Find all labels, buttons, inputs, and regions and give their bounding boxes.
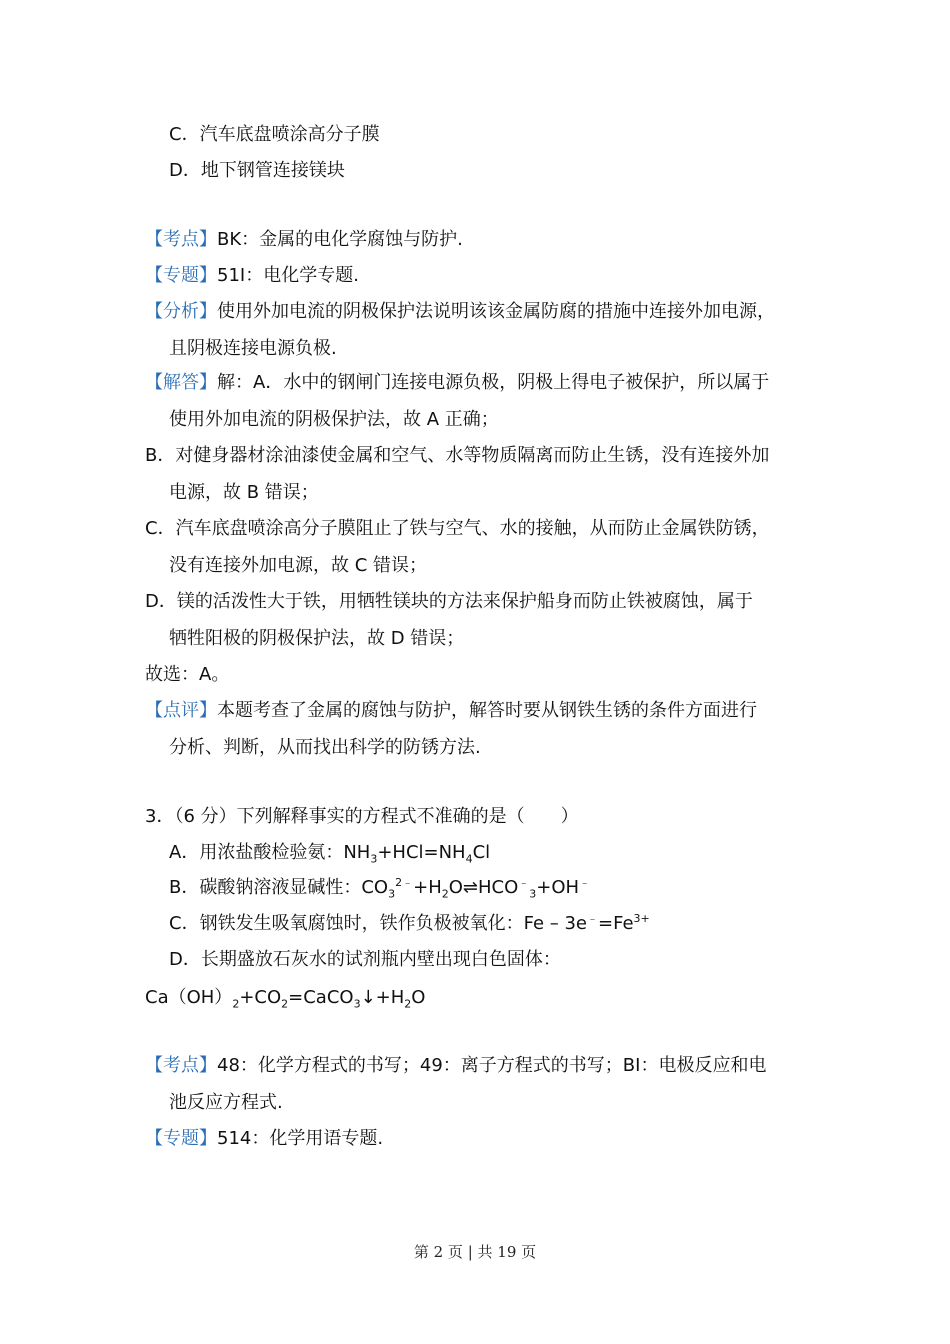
- zhuanti-text: 51I：电化学专题.: [217, 265, 359, 286]
- q2-answer: 故选：A。: [145, 664, 230, 685]
- q3-zhuanti: [145, 1127, 383, 1151]
- q2-jieda-c: C．汽车底盘喷涂高分子膜阻止了铁与空气、水的接触，从而防止金属铁防锈，: [145, 518, 770, 539]
- kaodian-tag: 【考点】: [145, 229, 217, 250]
- kaodian-text: BK：金属的电化学腐蚀与防护.: [217, 229, 463, 250]
- q2-jieda-d-cont: 牺牲阳极的阴极保护法，故 D 错误；: [169, 628, 465, 649]
- equation-b: $CO_3^{2﹣}+H_2O\rightleftharpoons HCO^﹣_3+OH^﹣$: [361, 876, 591, 901]
- q2-dianping: [145, 699, 757, 723]
- zhuanti-text: 514：化学用语专题.: [217, 1128, 384, 1149]
- page-footer: 第 2 页 | 共 19 页: [413, 1243, 537, 1261]
- dianping-tag: 【点评】: [145, 700, 217, 721]
- q3-option-a: A．用浓盐酸检验氨：$NH_3+HCl=NH_4Cl$: [169, 842, 491, 866]
- fenxi-text: 使用外加电流的阴极保护法说明该该金属防腐的措施中连接外加电源，: [217, 301, 775, 322]
- kaodian-text: 48：化学方程式的书写；49：离子方程式的书写；BI：电极反应和电: [217, 1055, 767, 1076]
- q3-option-d: D．长期盛放石灰水的试剂瓶内壁出现白色固体：: [169, 949, 561, 970]
- zhuanti-tag: 【专题】: [145, 265, 217, 286]
- q2-jieda: [145, 371, 769, 395]
- q2-jieda-cont: 使用外加电流的阴极保护法，故 A 正确；: [169, 409, 499, 430]
- q3-kaodian: [145, 1054, 766, 1078]
- zhuanti-tag: 【专题】: [145, 1128, 217, 1149]
- fenxi-tag: 【分析】: [145, 301, 217, 322]
- q2-fenxi-cont: 且阴极连接电源负极.: [169, 338, 337, 359]
- q2-jieda-b: B．对健身器材涂油漆使金属和空气、水等物质隔离而防止生锈，没有连接外加: [145, 445, 770, 466]
- kaodian-tag: 【考点】: [145, 1055, 217, 1076]
- q2-dianping-cont: 分析、判断，从而找出科学的防锈方法.: [169, 737, 481, 758]
- dianping-text: 本题考查了金属的腐蚀与防护，解答时要从钢铁生锈的条件方面进行: [217, 700, 757, 721]
- q3-stem: 3．（6 分）下列解释事实的方程式不准确的是（ ）: [145, 806, 579, 827]
- q2-kaodian: [145, 228, 463, 252]
- q2-jieda-d: D．镁的活泼性大于铁，用牺牲镁块的方法来保护船身而防止铁被腐蚀，属于: [145, 591, 753, 612]
- q3-option-b: B．碳酸钠溶液显碱性：$CO_3^{2﹣}+H_2O\rightleftharpoons HCO^﹣_3+OH^﹣$: [169, 876, 591, 901]
- q3-kaodian-cont: 池反应方程式.: [169, 1092, 283, 1113]
- equation-c: $Fe - 3e^﹣=Fe^{3+}$: [523, 912, 650, 934]
- jieda-text: 解：A．水中的钢闸门连接电源负极，阴极上得电子被保护，所以属于: [217, 372, 770, 393]
- q3-option-c: C．钢铁发生吸氧腐蚀时，铁作负极被氧化：$Fe - 3e^﹣=Fe^{3+}$: [169, 912, 650, 934]
- q2-zhuanti: [145, 264, 359, 288]
- q2-fenxi: [145, 300, 775, 324]
- q2-option-d: D．地下钢管连接镁块: [169, 160, 345, 181]
- q2-option-c: C．汽车底盘喷涂高分子膜: [169, 124, 380, 145]
- q2-jieda-c-cont: 没有连接外加电源，故 C 错误；: [169, 555, 428, 576]
- jieda-tag: 【解答】: [145, 372, 217, 393]
- equation-d: $Ca(OH)_2+CO_2=CaCO_3↓+H_2O$: [145, 987, 426, 1011]
- q2-jieda-b-cont: 电源，故 B 错误；: [169, 482, 319, 503]
- equation-a: $NH_3+HCl=NH_4Cl$: [343, 842, 491, 866]
